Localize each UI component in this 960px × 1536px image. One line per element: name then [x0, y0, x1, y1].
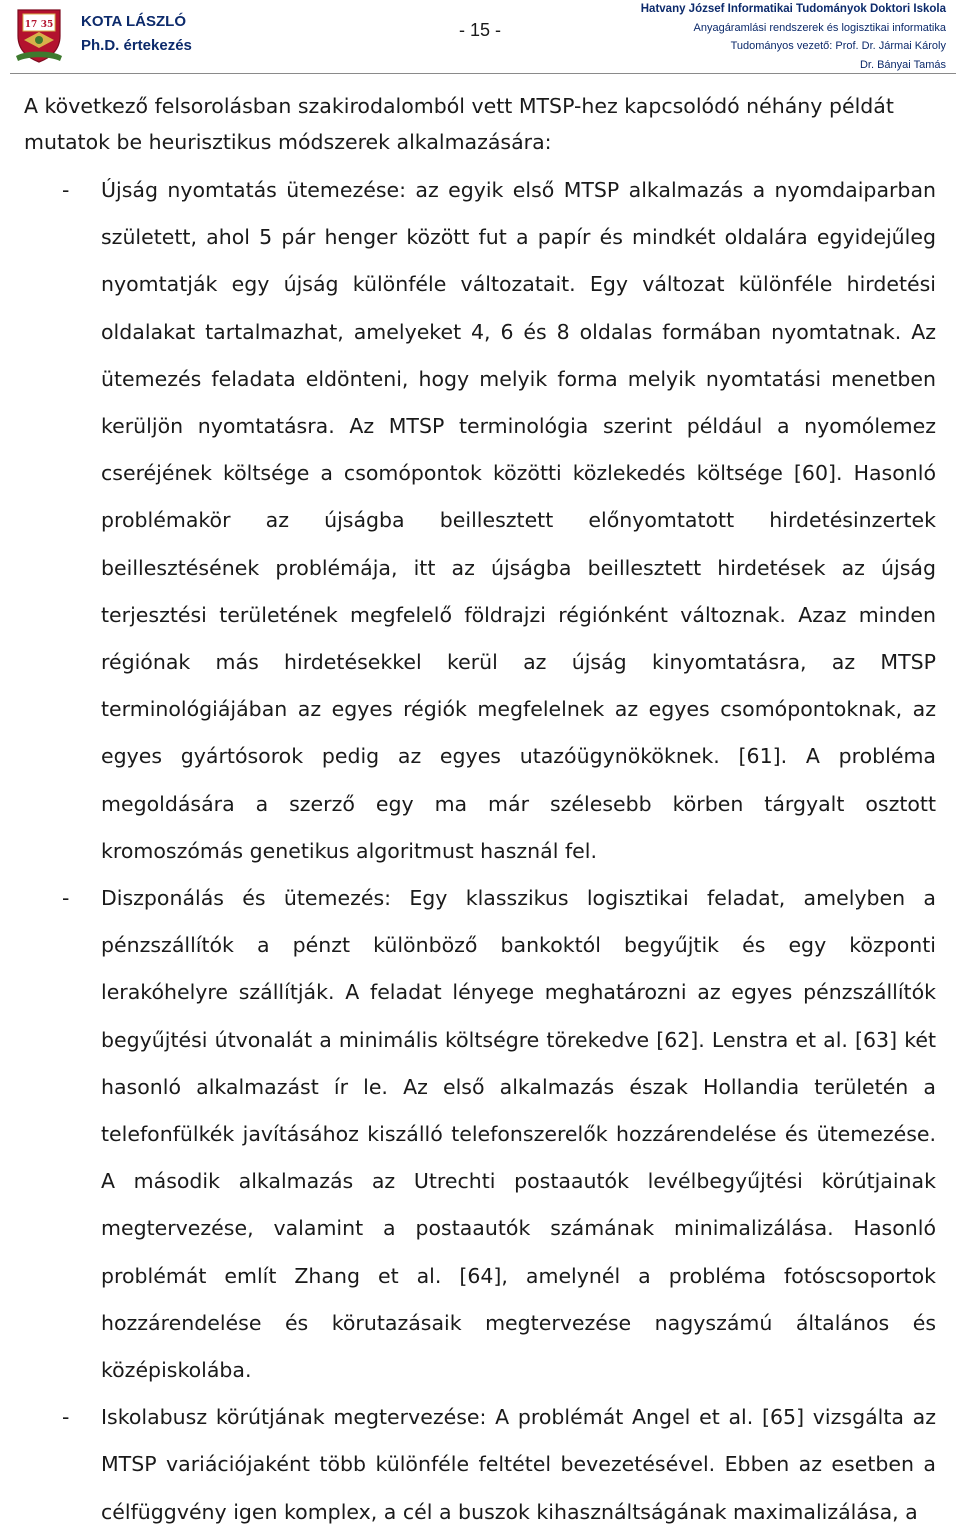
crest-year-left: 17 — [24, 20, 38, 30]
list-bullet: - — [62, 1405, 70, 1430]
list-bullet: - — [62, 178, 70, 202]
list-item — [24, 167, 936, 875]
list-item-text: Újság nyomtatás ütemezése: az egyik első MTSP alkalmazás a nyomdaiparban született, ahol 5 pár henger között fut a papír és mindkét oldalára egyidejűleg nyomtatják egy újság különféle változatait. Egy változat különféle hirdetési oldalakat tartalmazhat, amelyeket 4, 6 és 8 oldalas formában nyomtatnak. Az ütemezés feladata eldönteni, hogy melyik forma melyik nyomtatási menetben kerüljön nyomtatásra. Az MTSP terminológia szerint például a nyomólemez cseréjének költsége a csomópontok közötti közlekedés költsége [60]. Hasonló problémakör az újságba beillesztett előnyomtatott hirdetésinzertek beillesztésének problémája, itt az újságba beillesztett hirdetések az újság terjesztési területének megfelelő földrajzi régiónként változnak. Azaz minden régiónak más hirdetésekkel kerül az újság kinyomtatásra, az MTSP terminológiájában az egyes régiók megfelelnek az egyes csomópontoknak, az egyes gyártósorok pedig az egyes utazóügynököknek. [61]. A probléma megoldására a szerző egy ma már szélesebb körben tárgyalt osztott kromoszómás genetikus algoritmust használ fel. — [101, 178, 936, 863]
co-supervisor-line: Dr. Bányai Tamás — [859, 58, 946, 71]
doctoral-school-block — [641, 0, 946, 74]
list-item — [24, 875, 936, 1394]
list-bullet: - — [62, 886, 70, 911]
intro-paragraph: A következő felsorolásban szakirodalomból vett MTSP-hez kapcsolódó néhány példát mutatok be heurisztikus módszerek alkalmazására: — [24, 94, 894, 154]
author-subtitle: Ph.D. értekezés — [81, 37, 192, 54]
author-name: KOTA LÁSZLÓ — [81, 13, 186, 30]
doctoral-program: Anyagáramlási rendszerek és logisztikai informatika — [693, 21, 946, 34]
header-divider — [10, 73, 956, 74]
doctoral-school-name: Hatvany József Informatikai Tudományok Doktori Iskola — [640, 3, 946, 15]
list-item-text: Diszponálás és ütemezés: Egy klasszikus logisztikai feladat, amelyben a pénzszállítók a pénzt különböző bankoktól begyűjtik és egy központi lerakóhelyre szállítják. A feladat lényege meghatározni az egyes pénzszállítók begyűjtési útvonalát a minimális költségre törekedve [62]. Lenstra et al. [63] két hasonló alkalmazást ír le. Az első alkalmazás észak Hollandia területén a telefonfülkék javításához kiszálló telefonszerelők hozzárendelése és ütemezése. A második alkalmazás az Utrechti postaautók levélbegyűjtési körútjainak megtervezése, valamint a postaautók számának minimalizálása. Hasonló problémát említ Zhang et al. [64], amelynél a probléma fotóscsoportok hozzárendelése és körutazásaik megtervezése nagyszámú általános és középiskolába. — [101, 886, 936, 1383]
page-header — [0, 0, 960, 74]
supervisor-line: Tudományos vezető: Prof. Dr. Jármai Károly — [730, 40, 946, 52]
list-item — [24, 1394, 936, 1536]
example-list — [24, 167, 936, 1536]
crest-year-right: 35 — [40, 20, 54, 30]
page-number: - 15 - — [458, 20, 501, 40]
list-item-text: Iskolabusz körútjának megtervezése: A problémát Angel et al. [65] vizsgálta az MTSP variációjaként több különféle feltétel bevezetésével. Ebben az esetben a célfüggvény igen komplex, a cél a buszok kihasználtságának maximalizálása, a — [101, 1405, 936, 1524]
page-body — [24, 88, 936, 1536]
